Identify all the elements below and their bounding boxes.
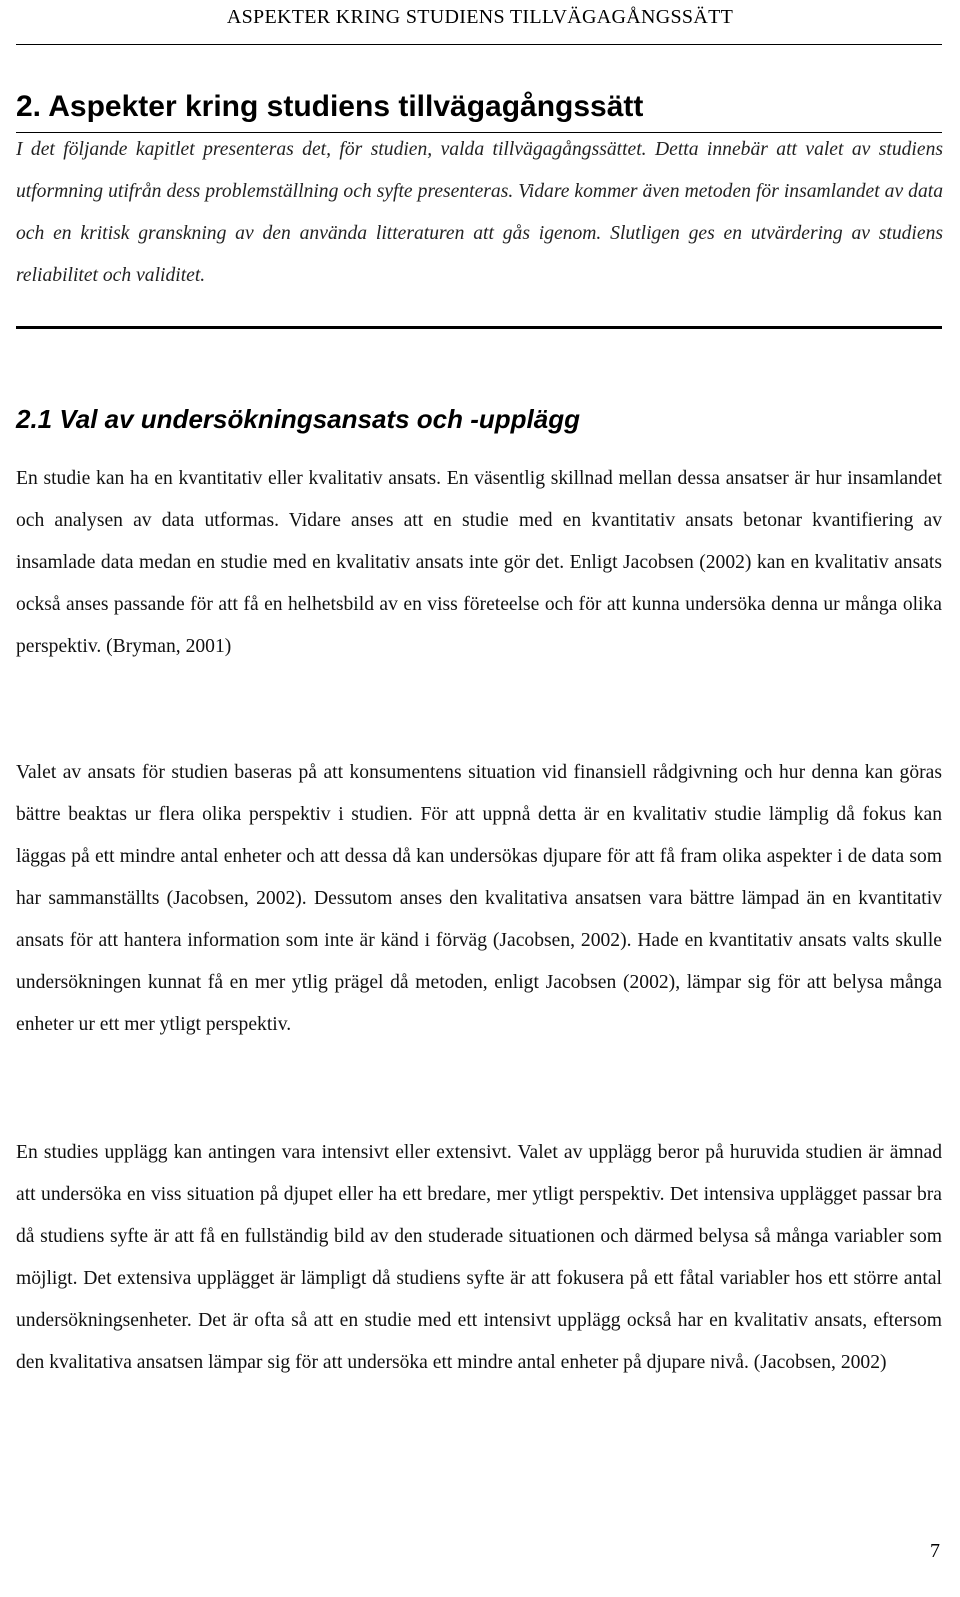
page-number: 7 (930, 1540, 940, 1562)
running-header: ASPEKTER KRING STUDIENS TILLVÄGAGÅNGSSÄTT (226, 6, 734, 28)
section-title: 2.1 Val av undersökningsansats och -upplägg (16, 404, 580, 434)
body-paragraph: En studie kan ha en kvantitativ eller kvalitativ ansats. En väsentlig skillnad mellan dessa ansatser är hur insamlandet och analysen av data utformas. Vidare anses att en studie med en kvantitativ ansats betonar kvantifiering av insamlade data medan en studie med en kvalitativ ansats inte gör det. Enligt Jacobsen (2002) kan en kvalitativ ansats också anses passande för att få en helhetsbild av en viss företeelse och för att kunna undersöka denna ur många olika perspektiv. (Bryman, 2001) (16, 468, 942, 657)
chapter-title: 2. Aspekter kring studiens tillvägagångssätt (16, 90, 644, 123)
body-paragraph: En studies upplägg kan antingen vara intensivt eller extensivt. Valet av upplägg beror på huruvida studien är ämnad att undersöka en viss situation på djupet eller ha ett bredare, mer ytligt perspektiv. Det intensiva upplägget passar bra då studiens syfte är att få en fullständig bild av den studerade situationen och därmed belysa så många variabler som möjligt. Det extensiva upplägget är lämpligt då studiens syfte är att fokusera på ett fåtal variabler hos ett större antal undersökningsenheter. Det är ofta så att en studie med ett intensivt upplägg också har en kvalitativ ansats, eftersom den kvalitativa ansatsen lämpar sig för att undersöka ett mindre antal enheter på djupare nivå. (Jacobsen, 2002) (16, 1142, 942, 1373)
intro-bottom-rule (16, 326, 942, 329)
chapter-intro: I det följande kapitlet presenteras det, för studien, valda tillvägagångssättet. Detta innebär att valet av studiens utformning utifrån dess problemställning och syfte presenteras. Vidare kommer även metoden för insamlandet av data och en kritisk granskning av den använda litteraturen att gås igenom. Slutligen ges en utvärdering av studiens reliabilitet och validitet. (16, 139, 943, 286)
body-paragraph: Valet av ansats för studien baseras på att konsumentens situation vid finansiell rådgivning och hur denna kan göras bättre beaktas ur flera olika perspektiv i studien. För att uppnå detta är en kvalitativ studie lämplig då fokus kan läggas på ett mindre antal enheter och att dessa då kan undersökas djupare för att få fram olika aspekter i de data som har sammanställts (Jacobsen, 2002). Dessutom anses den kvalitativa ansatsen vara bättre lämpad än en kvantitativ ansats för att hantera information som inte är känd i förväg (Jacobsen, 2002). Hade en kvantitativ ansats valts skulle undersökningen kunnat få en mer ytlig prägel då metoden, enligt Jacobsen (2002), lämpar sig för att belysa många enheter ur ett mer ytligt perspektiv. (16, 762, 942, 1035)
header-rule (16, 44, 942, 45)
